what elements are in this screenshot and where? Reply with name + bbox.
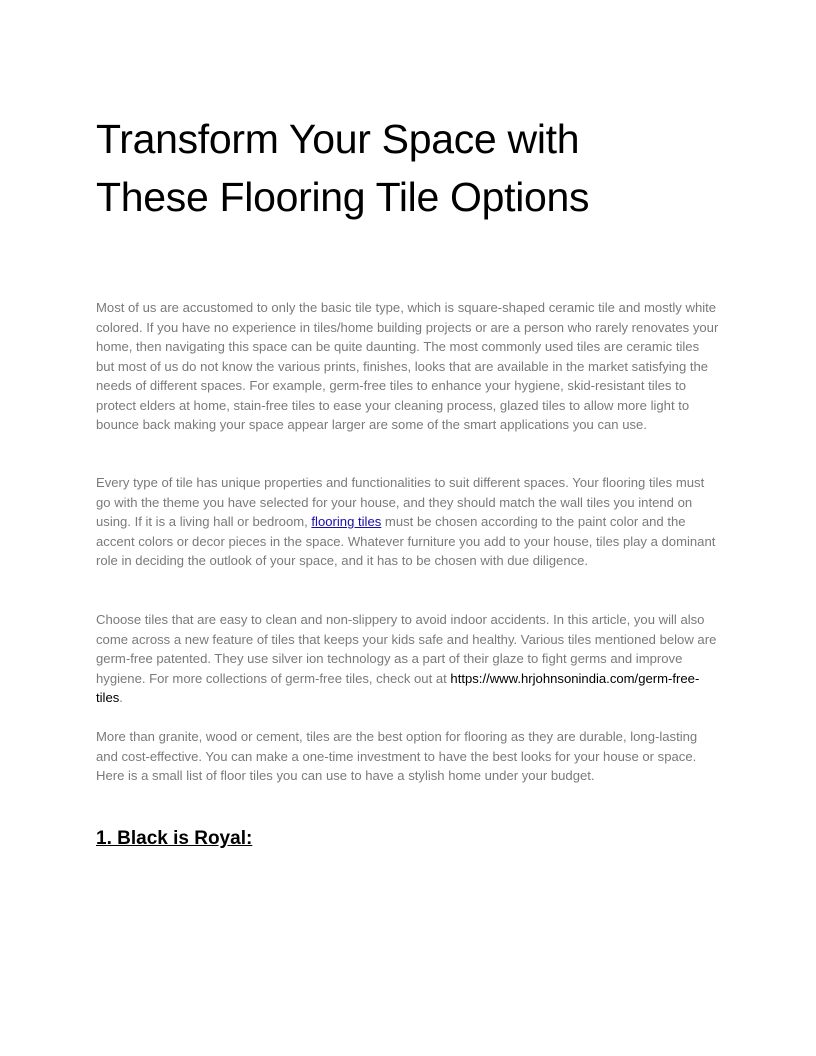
title-line-1: Transform Your Space with [96, 116, 580, 162]
germ-free-tiles-url[interactable]: https://www.hrjohnsonindia.com/germ-free-tiles [96, 670, 700, 705]
page-title [96, 110, 736, 226]
paragraph-text: Every type of tile has unique properties and functionalities to suit different spaces. Your flooring tiles must go with the theme you have selected for your house, and they should match the wall tiles you intend on using. If it is a living hall or bedroom, [96, 475, 705, 529]
section-heading-black-is-royal: 1. Black is Royal: [96, 828, 253, 849]
title-line-2: These Flooring Tile Options [96, 174, 590, 220]
paragraph-tile-properties [96, 473, 720, 571]
paragraph-text: Choose tiles that are easy to clean and non-slippery to avoid indoor accidents. In this article, you will also come across a new feature of tiles that keeps your kids safe and healthy. Various tiles mentioned below are germ-free patented. They use silver ion technology as a part of their glaze to fight germs and improve hygiene. For more collections of germ-free tiles, check out at [96, 612, 717, 686]
paragraph-tile-benefits: More than granite, wood or cement, tiles are the best option for flooring as they are durable, long-lasting and cost-effective. You can make a one-time investment to have the best looks for your house or space. Here is a small list of floor tiles you can use to have a stylish home under your budget. [96, 729, 698, 783]
paragraph-germ-free [96, 610, 720, 708]
paragraph-text: . [119, 690, 123, 705]
paragraph-intro: Most of us are accustomed to only the basic tile type, which is square-shaped ceramic tile and mostly white colored. If you have no experience in tiles/home building projects or are a person who rarely renovates your home, then navigating this space can be quite daunting. The most commonly used tiles are ceramic tiles but most of us do not know the various prints, finishes, looks that are available in the market satisfying the needs of different spaces. For example, germ-free tiles to enhance your hygiene, skid-resistant tiles to protect elders at home, stain-free tiles to ease your cleaning process, glazed tiles to allow more light to bounce back making your space appear larger are some of the smart applications you can use. [96, 300, 719, 432]
paragraph-text: must be chosen according to the paint color and the accent colors or decor pieces in the space. Whatever furniture you add to your house, tiles play a dominant role in deciding the outlook of your space, and it has to be chosen with due diligence. [96, 514, 716, 568]
flooring-tiles-link[interactable]: flooring tiles [311, 514, 382, 529]
